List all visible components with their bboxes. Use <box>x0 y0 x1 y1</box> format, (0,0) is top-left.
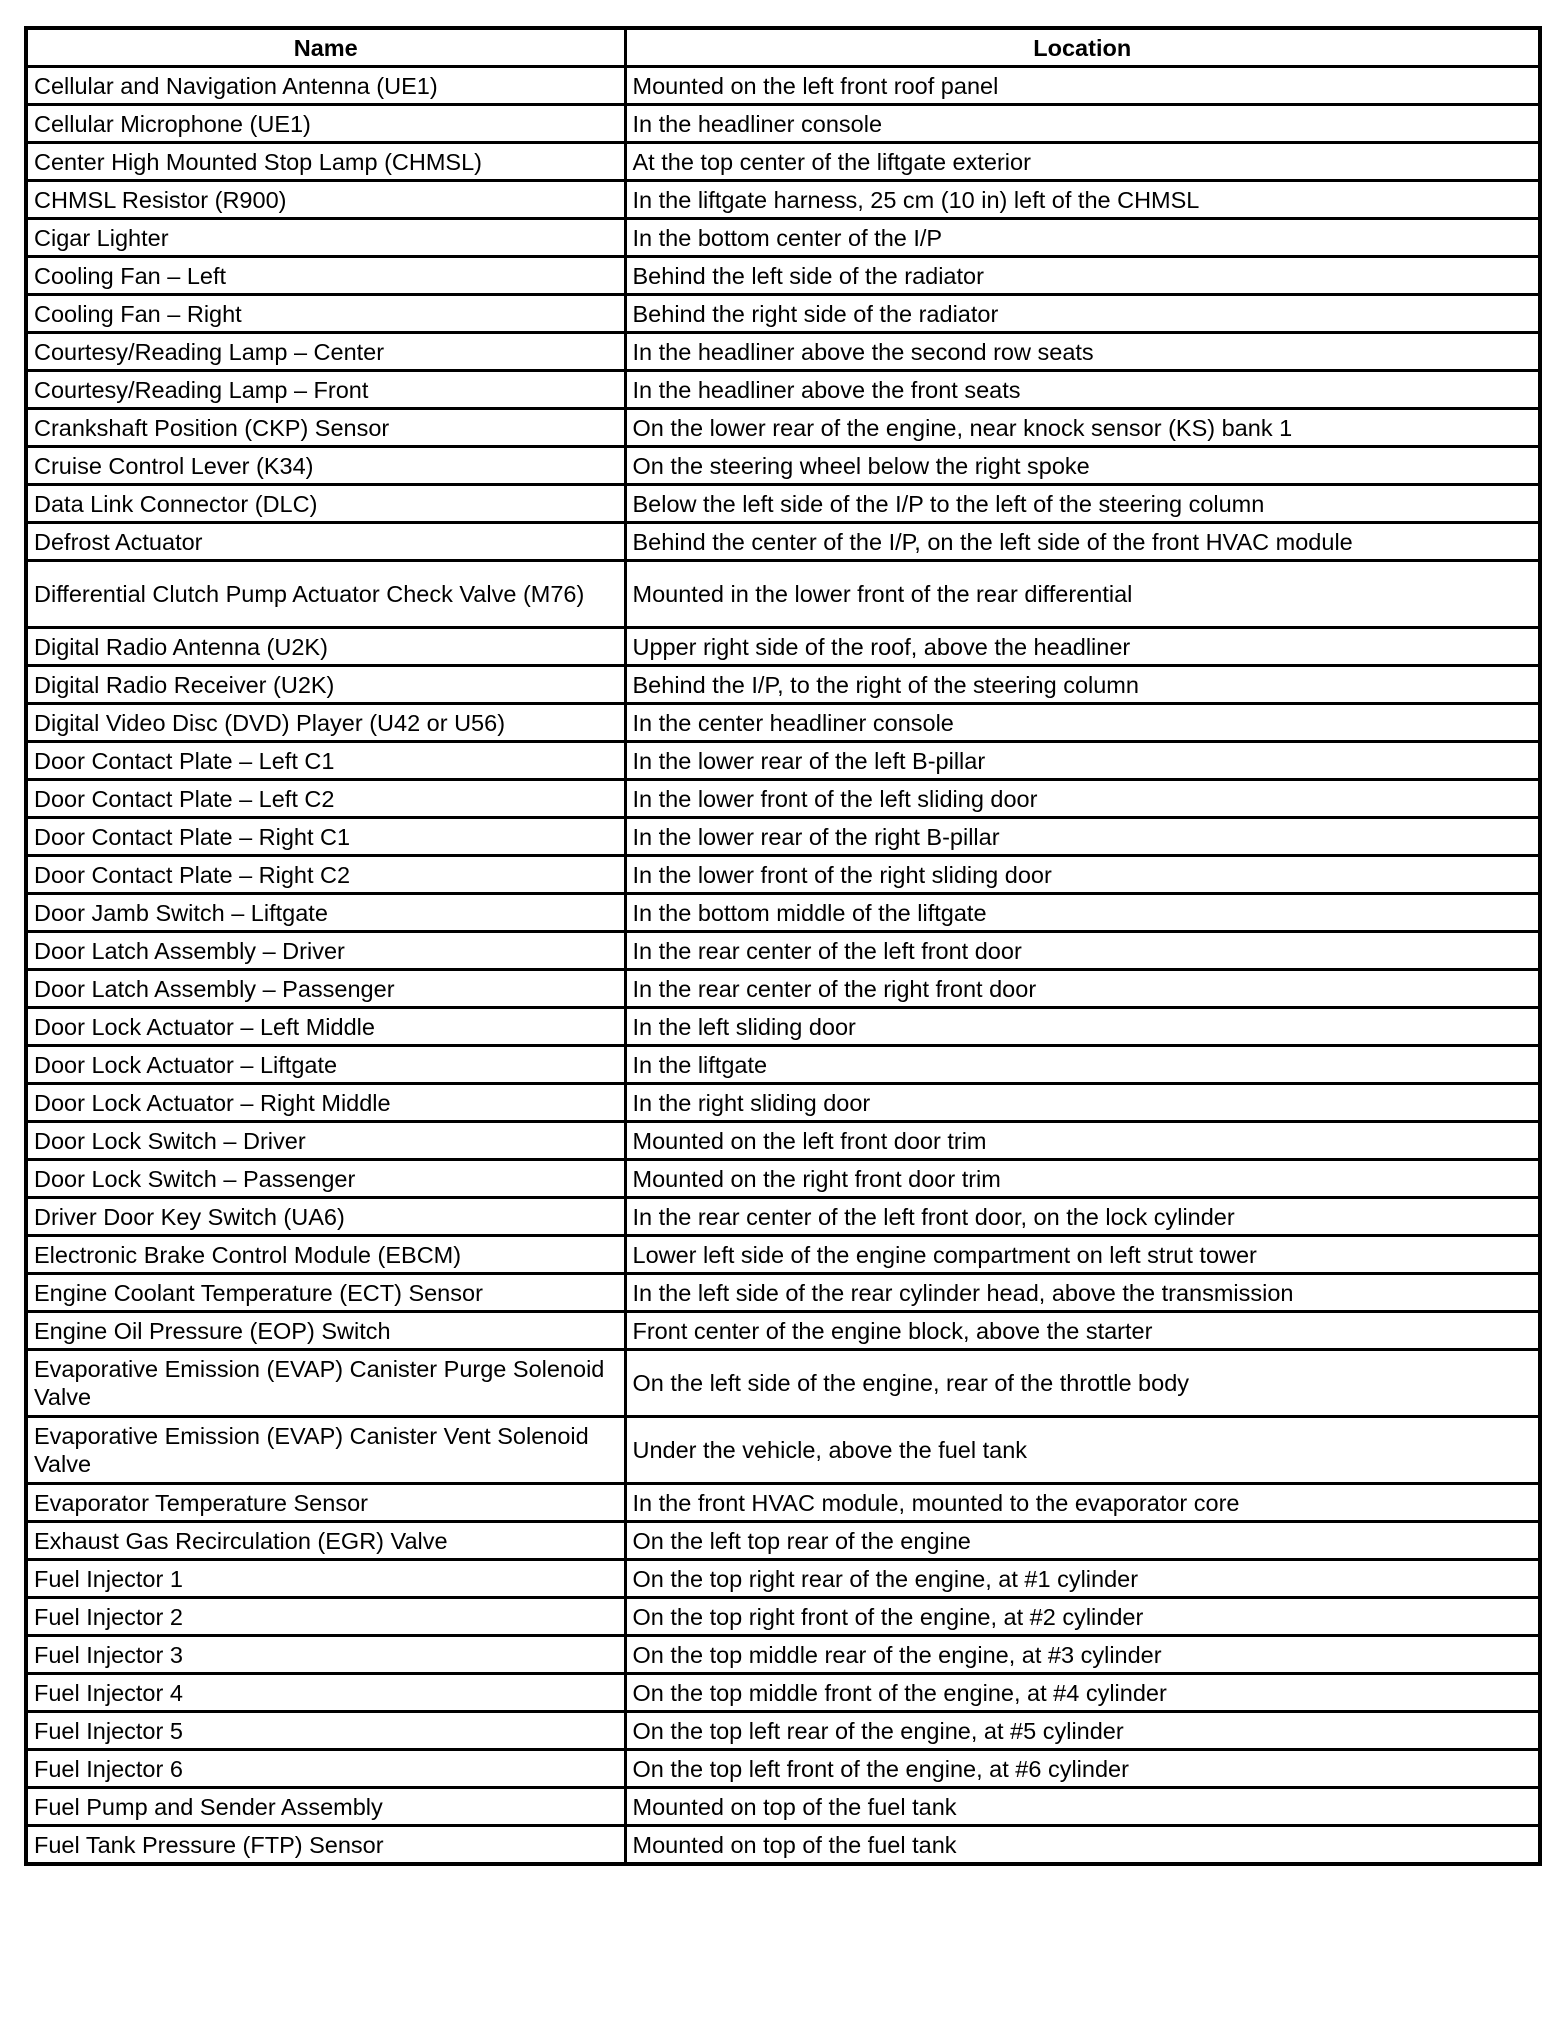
cell-name: Door Contact Plate – Right C1 <box>26 818 625 856</box>
cell-location: In the rear center of the left front door <box>625 932 1540 970</box>
table-row <box>26 1674 1540 1712</box>
cell-location: In the center headliner console <box>625 704 1540 742</box>
table-row <box>26 628 1540 666</box>
table-row <box>26 818 1540 856</box>
cell-name: Electronic Brake Control Module (EBCM) <box>26 1236 625 1274</box>
table-row <box>26 1084 1540 1122</box>
cell-name: Cooling Fan – Left <box>26 257 625 295</box>
table-row <box>26 1598 1540 1636</box>
cell-location: In the lower front of the right sliding door <box>625 856 1540 894</box>
cell-location: Behind the center of the I/P, on the left side of the front HVAC module <box>625 523 1540 561</box>
cell-location: Under the vehicle, above the fuel tank <box>625 1417 1540 1484</box>
cell-name: Courtesy/Reading Lamp – Front <box>26 371 625 409</box>
cell-location: In the lower front of the left sliding door <box>625 780 1540 818</box>
cell-location: In the headliner above the front seats <box>625 371 1540 409</box>
cell-location: On the top middle front of the engine, at #4 cylinder <box>625 1674 1540 1712</box>
cell-location: In the right sliding door <box>625 1084 1540 1122</box>
cell-name: Door Latch Assembly – Passenger <box>26 970 625 1008</box>
table-row <box>26 143 1540 181</box>
cell-location: Behind the left side of the radiator <box>625 257 1540 295</box>
cell-name: Fuel Injector 4 <box>26 1674 625 1712</box>
cell-location: Behind the right side of the radiator <box>625 295 1540 333</box>
table-row <box>26 1788 1540 1826</box>
cell-name: Door Jamb Switch – Liftgate <box>26 894 625 932</box>
table-row <box>26 1008 1540 1046</box>
cell-name: Fuel Injector 5 <box>26 1712 625 1750</box>
table-row <box>26 1417 1540 1484</box>
cell-name: Door Contact Plate – Left C1 <box>26 742 625 780</box>
table-row <box>26 704 1540 742</box>
cell-location: On the top middle rear of the engine, at #3 cylinder <box>625 1636 1540 1674</box>
cell-name: Fuel Injector 2 <box>26 1598 625 1636</box>
cell-location: Mounted on the left front roof panel <box>625 67 1540 105</box>
cell-name: CHMSL Resistor (R900) <box>26 181 625 219</box>
table-row <box>26 1236 1540 1274</box>
table-row <box>26 856 1540 894</box>
table-row <box>26 1312 1540 1350</box>
cell-location: In the left sliding door <box>625 1008 1540 1046</box>
cell-location: At the top center of the liftgate exterior <box>625 143 1540 181</box>
cell-location: Mounted on top of the fuel tank <box>625 1788 1540 1826</box>
table-row <box>26 1160 1540 1198</box>
table-row <box>26 1484 1540 1522</box>
table-row <box>26 780 1540 818</box>
cell-name: Differential Clutch Pump Actuator Check Valve (M76) <box>26 561 625 628</box>
cell-location: Mounted on top of the fuel tank <box>625 1826 1540 1865</box>
cell-name: Cellular Microphone (UE1) <box>26 105 625 143</box>
table-row <box>26 485 1540 523</box>
table-row <box>26 1750 1540 1788</box>
header-location: Location <box>625 28 1540 67</box>
table-row <box>26 181 1540 219</box>
cell-name: Evaporator Temperature Sensor <box>26 1484 625 1522</box>
table-row <box>26 1274 1540 1312</box>
cell-name: Defrost Actuator <box>26 523 625 561</box>
table-row <box>26 67 1540 105</box>
table-row <box>26 1198 1540 1236</box>
cell-location: In the bottom middle of the liftgate <box>625 894 1540 932</box>
table-row <box>26 666 1540 704</box>
cell-name: Fuel Injector 6 <box>26 1750 625 1788</box>
cell-name: Digital Radio Antenna (U2K) <box>26 628 625 666</box>
cell-location: On the top right rear of the engine, at #1 cylinder <box>625 1560 1540 1598</box>
cell-name: Data Link Connector (DLC) <box>26 485 625 523</box>
table-row <box>26 970 1540 1008</box>
cell-name: Door Lock Switch – Driver <box>26 1122 625 1160</box>
cell-location: In the liftgate <box>625 1046 1540 1084</box>
table-row <box>26 1122 1540 1160</box>
component-location-table <box>24 26 1542 1866</box>
cell-location: On the left top rear of the engine <box>625 1522 1540 1560</box>
cell-name: Evaporative Emission (EVAP) Canister Purge Solenoid Valve <box>26 1350 625 1417</box>
cell-location: In the bottom center of the I/P <box>625 219 1540 257</box>
table-row <box>26 932 1540 970</box>
cell-location: In the rear center of the right front door <box>625 970 1540 1008</box>
table-row <box>26 1826 1540 1865</box>
cell-location: On the left side of the engine, rear of the throttle body <box>625 1350 1540 1417</box>
cell-location: On the steering wheel below the right spoke <box>625 447 1540 485</box>
header-row <box>26 28 1540 67</box>
cell-name: Driver Door Key Switch (UA6) <box>26 1198 625 1236</box>
cell-location: On the lower rear of the engine, near knock sensor (KS) bank 1 <box>625 409 1540 447</box>
cell-location: On the top left front of the engine, at #6 cylinder <box>625 1750 1540 1788</box>
cell-name: Courtesy/Reading Lamp – Center <box>26 333 625 371</box>
cell-location: In the front HVAC module, mounted to the evaporator core <box>625 1484 1540 1522</box>
table-row <box>26 1522 1540 1560</box>
cell-name: Exhaust Gas Recirculation (EGR) Valve <box>26 1522 625 1560</box>
table-row <box>26 523 1540 561</box>
cell-name: Engine Oil Pressure (EOP) Switch <box>26 1312 625 1350</box>
cell-location: On the top left rear of the engine, at #5 cylinder <box>625 1712 1540 1750</box>
cell-name: Digital Radio Receiver (U2K) <box>26 666 625 704</box>
cell-name: Door Contact Plate – Right C2 <box>26 856 625 894</box>
cell-name: Fuel Tank Pressure (FTP) Sensor <box>26 1826 625 1865</box>
table-row <box>26 409 1540 447</box>
cell-location: Front center of the engine block, above the starter <box>625 1312 1540 1350</box>
table-row <box>26 333 1540 371</box>
table-row <box>26 447 1540 485</box>
cell-name: Fuel Injector 1 <box>26 1560 625 1598</box>
cell-location: In the liftgate harness, 25 cm (10 in) left of the CHMSL <box>625 181 1540 219</box>
table-row <box>26 1636 1540 1674</box>
cell-name: Evaporative Emission (EVAP) Canister Vent Solenoid Valve <box>26 1417 625 1484</box>
cell-name: Cooling Fan – Right <box>26 295 625 333</box>
cell-location: Lower left side of the engine compartment on left strut tower <box>625 1236 1540 1274</box>
cell-location: On the top right front of the engine, at #2 cylinder <box>625 1598 1540 1636</box>
cell-location: In the lower rear of the right B-pillar <box>625 818 1540 856</box>
table-row <box>26 1046 1540 1084</box>
cell-name: Door Contact Plate – Left C2 <box>26 780 625 818</box>
table-row <box>26 561 1540 628</box>
cell-name: Door Lock Actuator – Liftgate <box>26 1046 625 1084</box>
table-row <box>26 742 1540 780</box>
table-row <box>26 1560 1540 1598</box>
cell-location: In the headliner above the second row seats <box>625 333 1540 371</box>
table-body <box>26 67 1540 1865</box>
cell-location: Upper right side of the roof, above the headliner <box>625 628 1540 666</box>
table-row <box>26 257 1540 295</box>
table-row <box>26 894 1540 932</box>
table-row <box>26 219 1540 257</box>
cell-name: Engine Coolant Temperature (ECT) Sensor <box>26 1274 625 1312</box>
cell-location: Mounted on the right front door trim <box>625 1160 1540 1198</box>
cell-location: In the lower rear of the left B-pillar <box>625 742 1540 780</box>
cell-name: Crankshaft Position (CKP) Sensor <box>26 409 625 447</box>
table-row <box>26 295 1540 333</box>
cell-name: Door Lock Actuator – Right Middle <box>26 1084 625 1122</box>
table-row <box>26 1712 1540 1750</box>
cell-name: Digital Video Disc (DVD) Player (U42 or U56) <box>26 704 625 742</box>
cell-name: Door Lock Switch – Passenger <box>26 1160 625 1198</box>
cell-name: Fuel Pump and Sender Assembly <box>26 1788 625 1826</box>
table-row <box>26 1350 1540 1417</box>
cell-location: Mounted on the left front door trim <box>625 1122 1540 1160</box>
table-row <box>26 105 1540 143</box>
table-row <box>26 371 1540 409</box>
cell-name: Cellular and Navigation Antenna (UE1) <box>26 67 625 105</box>
header-name: Name <box>26 28 625 67</box>
cell-location: In the rear center of the left front door, on the lock cylinder <box>625 1198 1540 1236</box>
cell-location: In the left side of the rear cylinder head, above the transmission <box>625 1274 1540 1312</box>
cell-name: Cigar Lighter <box>26 219 625 257</box>
cell-location: Mounted in the lower front of the rear differential <box>625 561 1540 628</box>
cell-location: Below the left side of the I/P to the left of the steering column <box>625 485 1540 523</box>
cell-name: Center High Mounted Stop Lamp (CHMSL) <box>26 143 625 181</box>
cell-location: In the headliner console <box>625 105 1540 143</box>
cell-name: Cruise Control Lever (K34) <box>26 447 625 485</box>
cell-name: Door Latch Assembly – Driver <box>26 932 625 970</box>
cell-location: Behind the I/P, to the right of the steering column <box>625 666 1540 704</box>
cell-name: Door Lock Actuator – Left Middle <box>26 1008 625 1046</box>
cell-name: Fuel Injector 3 <box>26 1636 625 1674</box>
